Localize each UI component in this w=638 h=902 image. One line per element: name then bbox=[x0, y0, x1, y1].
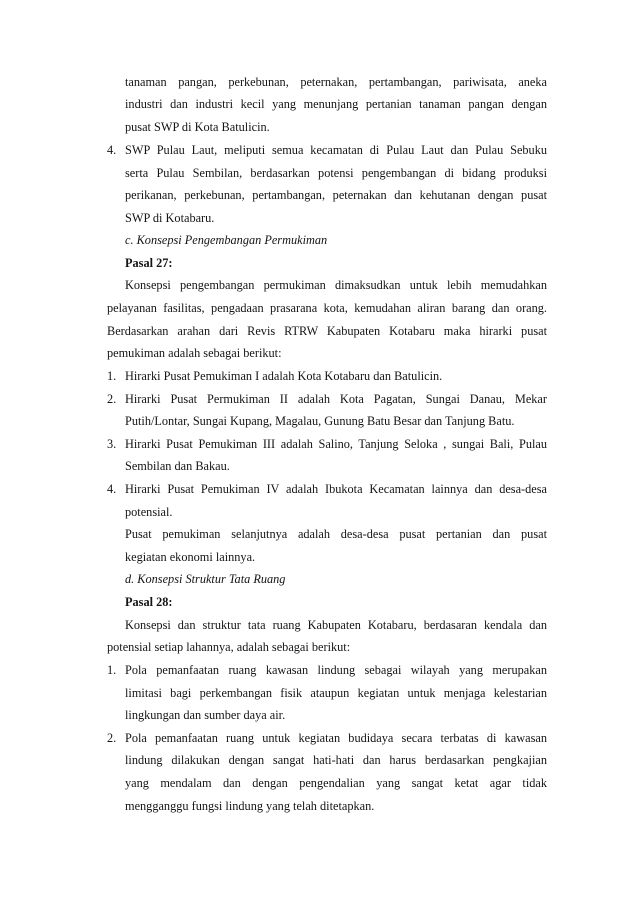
subsection-heading: c. Konsepsi Pengembangan Permukiman bbox=[125, 233, 328, 247]
text-line: Sembilan dan Bakau. bbox=[125, 459, 230, 473]
list-number: 3. bbox=[107, 437, 117, 451]
article-heading: Pasal 27: bbox=[125, 256, 173, 270]
text-line: pelayanan fasilitas, pengadaan prasarana kota, kemudahan aliran barang dan orang. bbox=[107, 301, 547, 315]
text-line: industri dan industri kecil yang menunjang pertanian tanaman pangan dengan bbox=[125, 97, 547, 111]
text-line: pemukiman adalah sebagai berikut: bbox=[107, 346, 282, 360]
text-line: lindung dilakukan dengan sangat hati-hati dan harus berdasarkan pengkajian bbox=[125, 753, 547, 767]
list-number: 1. bbox=[107, 369, 117, 383]
subsection-heading: d. Konsepsi Struktur Tata Ruang bbox=[125, 572, 286, 586]
list-number: 2. bbox=[107, 731, 117, 745]
list-number: 4. bbox=[107, 143, 117, 157]
text-line: serta Pulau Sembilan, berdasarkan potensi pengembangan di bidang produksi bbox=[125, 166, 547, 180]
text-line: yang mendalam dan dengan pengendalian yang sangat ketat agar tidak bbox=[125, 776, 547, 790]
text-line: pusat SWP di Kota Batulicin. bbox=[125, 120, 270, 134]
text-line: SWP Pulau Laut, meliputi semua kecamatan di Pulau Laut dan Pulau Sebuku bbox=[125, 143, 547, 157]
text-line: Pusat pemukiman selanjutnya adalah desa-desa pusat pertanian dan pusat bbox=[125, 527, 547, 541]
text-line: Konsepsi dan struktur tata ruang Kabupaten Kotabaru, berdasaran kendala dan bbox=[125, 618, 547, 632]
text-line: kegiatan ekonomi lainnya. bbox=[125, 550, 256, 564]
text-line: tanaman pangan, perkebunan, peternakan, pertambangan, pariwisata, aneka bbox=[125, 75, 547, 89]
list-number: 1. bbox=[107, 663, 117, 677]
text-line: lingkungan dan sumber daya air. bbox=[125, 708, 286, 722]
list-number: 2. bbox=[107, 392, 117, 406]
text-line: Hirarki Pusat Pemukiman III adalah Salino, Tanjung Seloka , sungai Bali, Pulau bbox=[125, 437, 547, 451]
text-line: Pola pemanfaatan ruang untuk kegiatan budidaya secara terbatas di kawasan bbox=[125, 731, 547, 745]
text-line: perikanan, perkebunan, pertambangan, peternakan dan kehutanan dengan pusat bbox=[125, 188, 547, 202]
text-line: Hirarki Pusat Permukiman II adalah Kota Pagatan, Sungai Danau, Mekar bbox=[125, 392, 547, 406]
article-heading: Pasal 28: bbox=[125, 595, 173, 609]
text-line: Berdasarkan arahan dari Revis RTRW Kabupaten Kotabaru maka hirarki pusat bbox=[107, 324, 547, 338]
text-line: limitasi bagi perkembangan fisik ataupun kegiatan untuk menjaga kelestarian bbox=[125, 686, 547, 700]
text-line: mengganggu fungsi lindung yang telah ditetapkan. bbox=[125, 799, 375, 813]
text-line: Hirarki Pusat Pemukiman I adalah Kota Kotabaru dan Batulicin. bbox=[125, 369, 443, 383]
text-line: Pola pemanfaatan ruang kawasan lindung sebagai wilayah yang merupakan bbox=[125, 663, 547, 677]
text-line: Konsepsi pengembangan permukiman dimaksudkan untuk lebih memudahkan bbox=[125, 278, 547, 292]
text-line: SWP di Kotabaru. bbox=[125, 211, 215, 225]
list-number: 4. bbox=[107, 482, 117, 496]
text-line: potensial setiap lahannya, adalah sebagai berikut: bbox=[107, 640, 351, 654]
text-line: potensial. bbox=[125, 505, 173, 519]
text-line: Putih/Lontar, Sungai Kupang, Magalau, Gunung Batu Besar dan Tanjung Batu. bbox=[125, 414, 515, 428]
text-line: Hirarki Pusat Pemukiman IV adalah Ibukota Kecamatan lainnya dan desa-desa bbox=[125, 482, 547, 496]
